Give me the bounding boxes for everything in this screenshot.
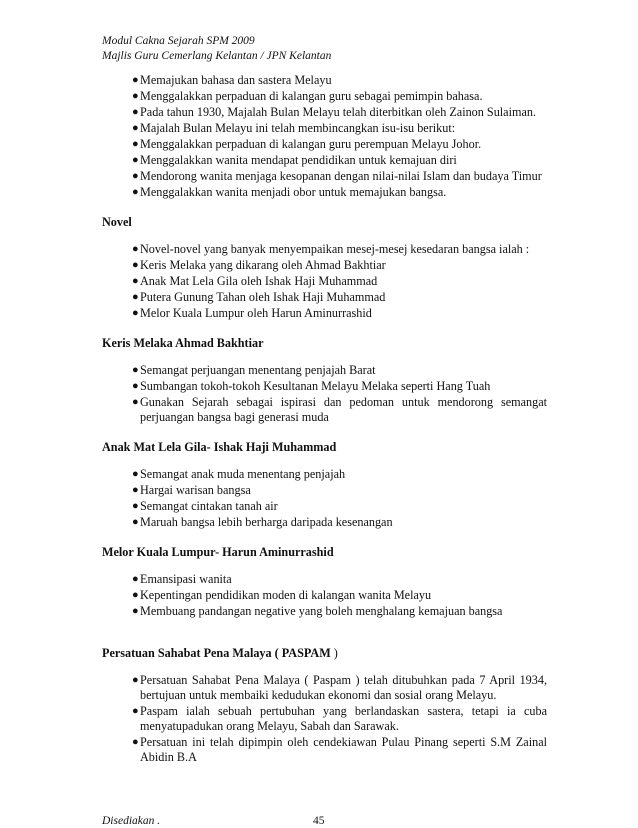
- bullet-icon: ●: [132, 589, 139, 601]
- list-item: ● Persatuan ini telah dipimpin oleh cendekiawan Pulau Pinang seperti S.M Zainal Abidin B.A: [132, 735, 547, 764]
- bullet-icon: ●: [132, 364, 139, 376]
- bullet-icon: ●: [132, 186, 139, 198]
- list-item: ● Menggalakkan perpaduan di kalangan guru perempuan Melayu Johor.: [132, 137, 482, 151]
- list-item: ● Maruah bangsa lebih berharga daripada kesenangan: [132, 515, 393, 529]
- list-item: ● Emansipasi wanita: [132, 572, 232, 586]
- section-heading-anak-mat-lela-gila: Anak Mat Lela Gila- Ishak Haji Muhammad: [102, 440, 337, 454]
- list-item: ● Memajukan bahasa dan sastera Melayu: [132, 73, 332, 87]
- list-item: ● Persatuan Sahabat Pena Malaya ( Paspam ) telah ditubuhkan pada 7 April 1934, bertujuan untuk membaiki kedudukan ekonomi dan sosial orang Melayu.: [132, 673, 547, 702]
- footer-prepared-by: Disediakan .: [102, 815, 161, 827]
- section-heading-paspam: [102, 646, 547, 661]
- header-subtitle: Majlis Guru Cemerlang Kelantan / JPN Kelantan: [102, 50, 332, 62]
- bullet-icon: ●: [132, 122, 139, 134]
- document-body: [102, 73, 547, 766]
- list-item: ● Kepentingan pendidikan moden di kalangan wanita Melayu: [132, 588, 432, 602]
- bullet-icon: ●: [132, 705, 139, 717]
- list-item: ● Anak Mat Lela Gila oleh Ishak Haji Muhammad: [132, 274, 378, 288]
- list-item: ● Menggalakkan wanita mendapat pendidikan untuk kemajuan diri: [132, 153, 457, 167]
- list-item: ● Keris Melaka yang dikarang oleh Ahmad Bakhtiar: [132, 258, 386, 272]
- anak-list: [117, 467, 547, 530]
- bullet-icon: ●: [132, 468, 139, 480]
- bullet-icon: ●: [132, 736, 139, 748]
- bullet-icon: ●: [132, 106, 139, 118]
- list-item: ● Putera Gunung Tahan oleh Ishak Haji Muhammad: [132, 290, 386, 304]
- page-header: [102, 34, 331, 64]
- bullet-icon: ●: [132, 516, 139, 528]
- novel-list: [117, 242, 547, 321]
- bullet-icon: ●: [132, 674, 139, 686]
- bullet-icon: ●: [132, 275, 139, 287]
- list-item: ● Gunakan Sejarah sebagai ispirasi dan pedoman untuk mendorong semangat perjuangan bangsa bagi generasi muda: [132, 395, 547, 424]
- bullet-icon: ●: [132, 90, 139, 102]
- paspam-list: [117, 673, 547, 765]
- list-item: ● Melor Kuala Lumpur oleh Harun Aminurrashid: [132, 306, 372, 320]
- page-number: 45: [313, 815, 325, 827]
- intro-list: [117, 73, 547, 200]
- list-item: ● Pada tahun 1930, Majalah Bulan Melayu telah diterbitkan oleh Zainon Sulaiman.: [132, 105, 536, 119]
- list-item: ● Sumbangan tokoh-tokoh Kesultanan Melayu Melaka seperti Hang Tuah: [132, 379, 491, 393]
- list-item: ● Semangat perjuangan menentang penjajah Barat: [132, 363, 376, 377]
- bullet-icon: ●: [132, 74, 139, 86]
- list-item: ● Hargai warisan bangsa: [132, 483, 251, 497]
- paspam-heading-tail: ): [330, 646, 338, 660]
- melor-list: [117, 572, 547, 619]
- list-item: ● Paspam ialah sebuah pertubuhan yang berlandaskan sastera, tetapi ia cuba menyatupadukan orang Melayu, Sabah dan Sarawak.: [132, 704, 547, 733]
- bullet-icon: ●: [132, 573, 139, 585]
- section-heading-keris-melaka: Keris Melaka Ahmad Bakhtiar: [102, 336, 264, 350]
- bullet-icon: ●: [132, 170, 139, 182]
- bullet-icon: ●: [132, 259, 139, 271]
- list-item: ● Mendorong wanita menjaga kesopanan dengan nilai-nilai Islam dan budaya Timur: [132, 169, 542, 183]
- bullet-icon: ●: [132, 380, 139, 392]
- list-item: ● Semangat cintakan tanah air: [132, 499, 278, 513]
- bullet-icon: ●: [132, 605, 139, 617]
- bullet-icon: ●: [132, 243, 139, 255]
- bullet-icon: ●: [132, 307, 139, 319]
- bullet-icon: ●: [132, 500, 139, 512]
- keris-list: [117, 363, 547, 425]
- paspam-heading-text: Persatuan Sahabat Pena Malaya ( PASPAM: [102, 646, 331, 660]
- list-item: ● Menggalakkan perpaduan di kalangan guru sebagai pemimpin bahasa.: [132, 89, 483, 103]
- section-heading-novel: Novel: [102, 215, 132, 229]
- list-item: ● Novel-novel yang banyak menyempaikan mesej-mesej kesedaran bangsa ialah :: [132, 242, 530, 256]
- bullet-icon: ●: [132, 154, 139, 166]
- list-item: ● Majalah Bulan Melayu ini telah membincangkan isu-isu berikut:: [132, 121, 456, 135]
- header-title: Modul Cakna Sejarah SPM 2009: [102, 35, 255, 47]
- bullet-icon: ●: [132, 138, 139, 150]
- bullet-icon: ●: [132, 396, 139, 408]
- list-item: ● Semangat anak muda menentang penjajah: [132, 467, 346, 481]
- list-item: ● Membuang pandangan negative yang boleh menghalang kemajuan bangsa: [132, 604, 503, 618]
- section-heading-melor-kuala-lumpur: Melor Kuala Lumpur- Harun Aminurrashid: [102, 545, 334, 559]
- bullet-icon: ●: [132, 291, 139, 303]
- list-item: ● Menggalakkan wanita menjadi obor untuk memajukan bangsa.: [132, 185, 447, 199]
- bullet-icon: ●: [132, 484, 139, 496]
